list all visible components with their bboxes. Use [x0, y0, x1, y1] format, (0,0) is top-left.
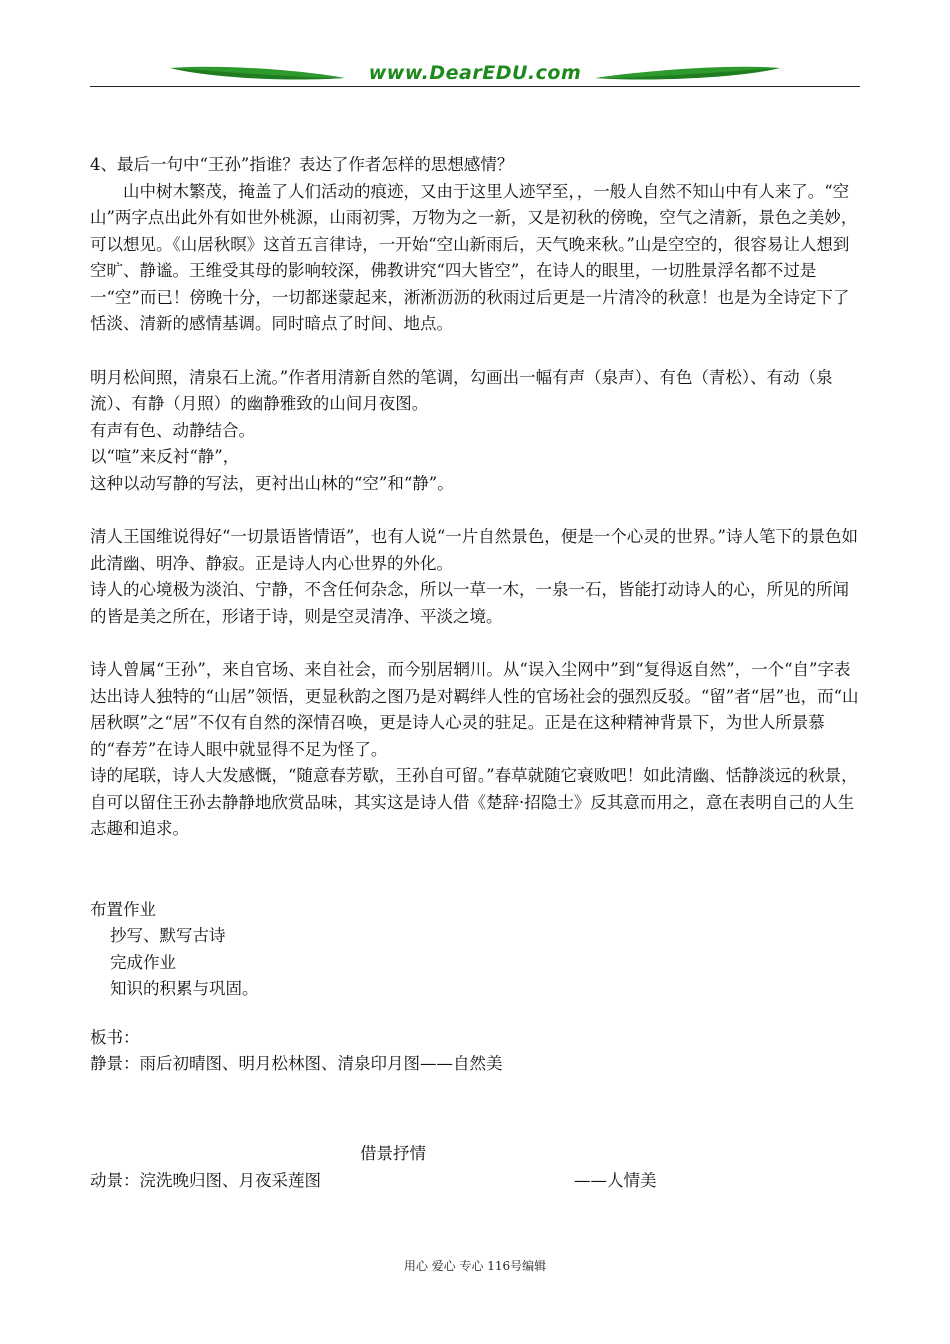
homework-item: 完成作业	[110, 952, 176, 972]
homework-item: 知识的积累与巩固。	[110, 979, 259, 998]
paragraph-8: 诗人曾属“王孙”，来自官场、来自社会，而今别居辋川。从“误入尘网中”到“复得返自然”，一个“自”字表达出诗人独特的“山居”领悟，更显秋韵之图乃是对羁绊人性的官场社会的强烈反驳。“留”者“居”也，而“山居秋暝”之“居”不仅有自然的深情召唤，更是诗人心灵的驻足。正是在这种精神背景下，为世人所景慕的“春芳”在诗人眼中就显得不足为怪了。	[90, 660, 859, 759]
document-body	[90, 152, 862, 1078]
board-center-label: 借景抒情	[360, 1144, 426, 1163]
site-logo-text[interactable]: www.DearEDU.com	[368, 62, 582, 84]
paragraph-3: 有声有色、动静结合。	[90, 420, 255, 440]
page-footer: 用心 爱心 专心 116号编辑	[403, 1259, 547, 1273]
board-static-scenes: 静景：雨后初晴图、明月松林图、清泉印月图——自然美	[90, 1054, 503, 1073]
paragraph-7: 诗人的心境极为淡泊、宁静，不含任何杂念，所以一草一木，一泉一石，皆能打动诗人的心，所见的所闻的皆是美之所在，形诸于诗，则是空灵清净、平淡之境。	[90, 580, 849, 626]
paragraph-6: 清人王国维说得好“一切景语皆情语”，也有人说“一片自然景色，便是一个心灵的世界。”诗人笔下的景色如此清幽、明净、静寂。正是诗人内心世界的外化。	[90, 527, 858, 573]
paragraph-4: 以“喧”来反衬“静”，	[90, 447, 240, 466]
paragraph-9: 诗的尾联，诗人大发感慨，“随意春芳歇，王孙自可留。”春草就随它衰败吧！如此清幽、恬静淡远的秋景，自可以留住王孙去静静地欣赏品味，其实这是诗人借《楚辞·招隐士》反其意而用之，意在表明自己的人生志趣和追求。	[90, 766, 858, 838]
board-dynamic-scenes: 动景：浣洗晚归图、月夜采莲图	[90, 1171, 321, 1190]
board-title: 板书：	[90, 1027, 140, 1047]
question-title: 4、最后一句中“王孙”指谁？表达了作者怎样的思想感情？	[90, 155, 514, 174]
homework-item: 抄写、默写古诗	[110, 926, 226, 945]
header-divider	[90, 86, 860, 87]
board-right-label: ——人情美	[574, 1171, 657, 1190]
paragraph-5: 这种以动写静的写法，更衬出山林的“空”和“静”。	[90, 473, 454, 493]
homework-title: 布置作业	[90, 899, 156, 919]
paragraph-1: 山中树木繁茂，掩盖了人们活动的痕迹，又由于这里人迹罕至，，一般人自然不知山中有人来了。“空山”两字点出此外有如世外桃源，山雨初霁，万物为之一新，又是初秋的傍晚，空气之清新，景色之美妙，可以想见。《山居秋暝》这首五言律诗，一开始“空山新雨后，天气晚来秋。”山是空空的，很容易让人想到空旷、静谧。王维受其母的影响较深，佛教讲究“四大皆空”，在诗人的眼里，一切胜景浮名都不过是一“空”而已！傍晚十分，一切都迷蒙起来，淅淅沥沥的秋雨过后更是一片清冷的秋意！也是为全诗定下了恬淡、清新的感情基调。同时暗点了时间、地点。	[90, 181, 858, 333]
paragraph-2: 明月松间照，清泉石上流。”作者用清新自然的笔调，勾画出一幅有声（泉声）、有色（青松）、有动（泉流）、有静（月照）的幽静雅致的山间月夜图。	[90, 367, 833, 413]
